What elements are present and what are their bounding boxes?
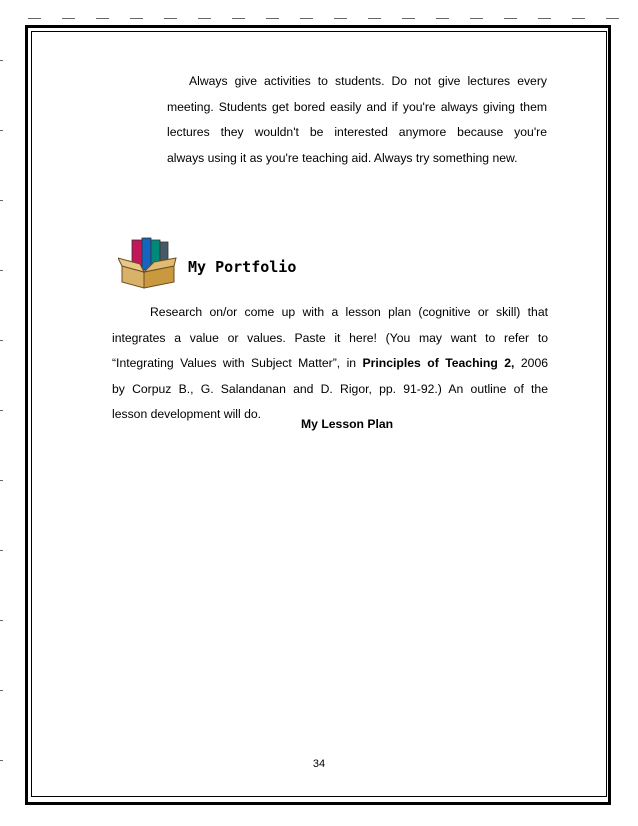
research-paragraph-line: integrates a value or values. Paste it here! (You may want to refer to — [112, 330, 548, 345]
page-number: 34 — [312, 758, 326, 770]
lesson-plan-title: My Lesson Plan — [301, 417, 394, 431]
top-tick-marks — [0, 18, 638, 19]
portfolio-title: My Portfolio — [188, 258, 297, 276]
reference-year: 2006 — [514, 356, 549, 370]
research-paragraph-line: Research on/or come up with a lesson plan (cognitive or skill) that — [150, 305, 548, 319]
top-paragraph-line: Always give activities to students. Do not give lectures every — [189, 74, 547, 88]
top-paragraph-line: lectures they wouldn't be interested anymore because you're — [167, 125, 547, 139]
top-paragraph-line: always using it as you're teaching aid. Always try something new. — [167, 150, 518, 165]
box-of-books-icon — [118, 236, 178, 290]
left-tick-marks — [0, 0, 3, 826]
research-paragraph-line: lesson development will do. — [112, 407, 262, 421]
reference-prefix: “Integrating Values with Subject Matter”, in — [112, 356, 363, 370]
research-paragraph — [112, 300, 548, 428]
top-paragraph-line: meeting. Students get bored easily and if you're always giving them — [167, 99, 547, 114]
top-paragraph — [167, 69, 547, 171]
research-paragraph-line: by Corpuz B., G. Salandanan and D. Rigor, pp. 91-92.) An outline of the — [112, 381, 548, 396]
book-title: Principles of Teaching 2, — [362, 356, 515, 370]
research-paragraph-line-with-title — [112, 351, 548, 377]
